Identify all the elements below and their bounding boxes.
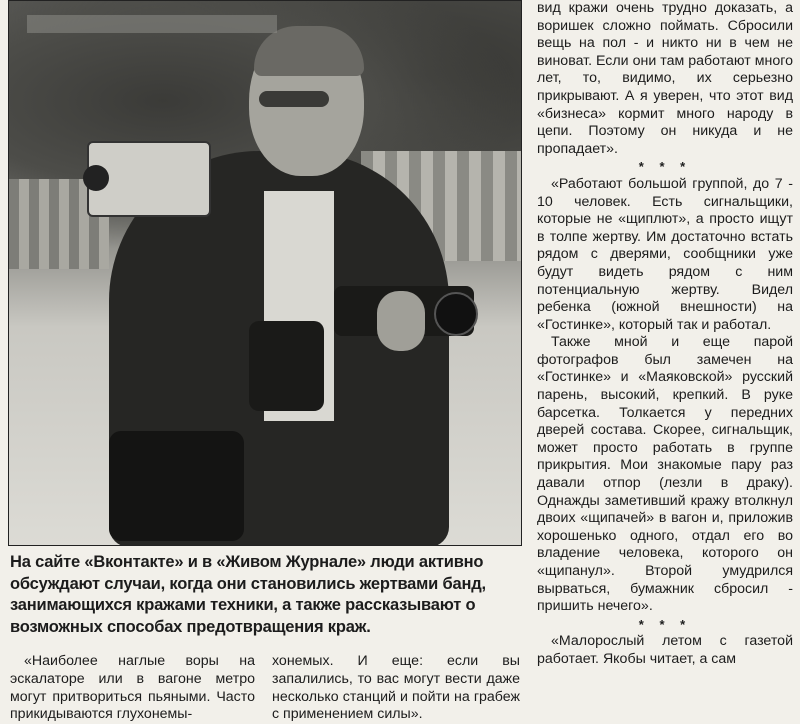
camcorder-icon	[87, 141, 211, 217]
photo-glasses	[259, 91, 329, 107]
photo-caption: На сайте «Вконтакте» и в «Живом Журнале» люди активно обсуждают случаи, когда они становились жертвами банд, занимающихся кражами техники, а также рассказывают о возможных способах предотвращения краж.	[10, 553, 486, 636]
photo-hand	[377, 291, 425, 351]
section-separator: * * *	[638, 159, 692, 175]
article-paragraph: вид кражи очень трудно доказать, а воришек сложно поймать. Сбросили вещь на пол - и никто ни в чем не виноват. Если они там работают много лет, то, видимо, их серьезно прикрывают. А я уверен, что этот вид «бизнеса» кормит много народу в цепи. Поэтому он никуда и не пропадает».	[537, 0, 793, 157]
news-photo	[8, 0, 522, 546]
article-paragraph: Также мной и еще парой фотографов был замечен на «Гостинке» и «Маяковской» русский парень, высокий, крепкий. В руке барсетка. Толкается у передних дверей состава. Скорее, сигнальщик, может просто работать в группе прикрытия. Мои знакомые пару раз давали отпор (лезли в драку). Однажды заметивший кражу втолкнул двоих «щипачей» в вагон и, приложив хорошенько одного, отдал его во владение человека, которого он «щипанул». Второй умудрился вырваться, бумажник сбросил - пришить нечего».	[537, 334, 793, 615]
article-column-middle	[272, 653, 520, 724]
article-paragraph: хонемых. И еще: если вы запалились, то вас могут вести даже несколько станций и пойти на грабеж с применением силы».	[272, 653, 520, 723]
photo-overlay-strip	[27, 15, 277, 33]
article-paragraph: «Работают большой группой, до 7 - 10 человек. Есть сигнальщики, которые не «щиплют», а просто ищут в толпе жертву. Им достаточно встать рядом с дверями, сообщники уже будут видеть рядом с ним потенциальную жертву. Видел ребенка (южной внешности) на «Гостинке», который так и работал.	[537, 175, 793, 333]
article-column-left	[10, 653, 255, 724]
article-column-right	[537, 0, 793, 669]
camera-bag-icon	[109, 431, 244, 541]
camera-icon	[249, 321, 324, 411]
article-paragraph: «Наиболее наглые воры на эскалаторе или в вагоне метро могут притвориться пьяными. Часто прикидываются глухонемы-	[10, 653, 255, 723]
article-paragraph: «Малорослый летом с газетой работает. Якобы читает, а сам	[537, 633, 793, 667]
section-separator: * * *	[638, 616, 692, 632]
